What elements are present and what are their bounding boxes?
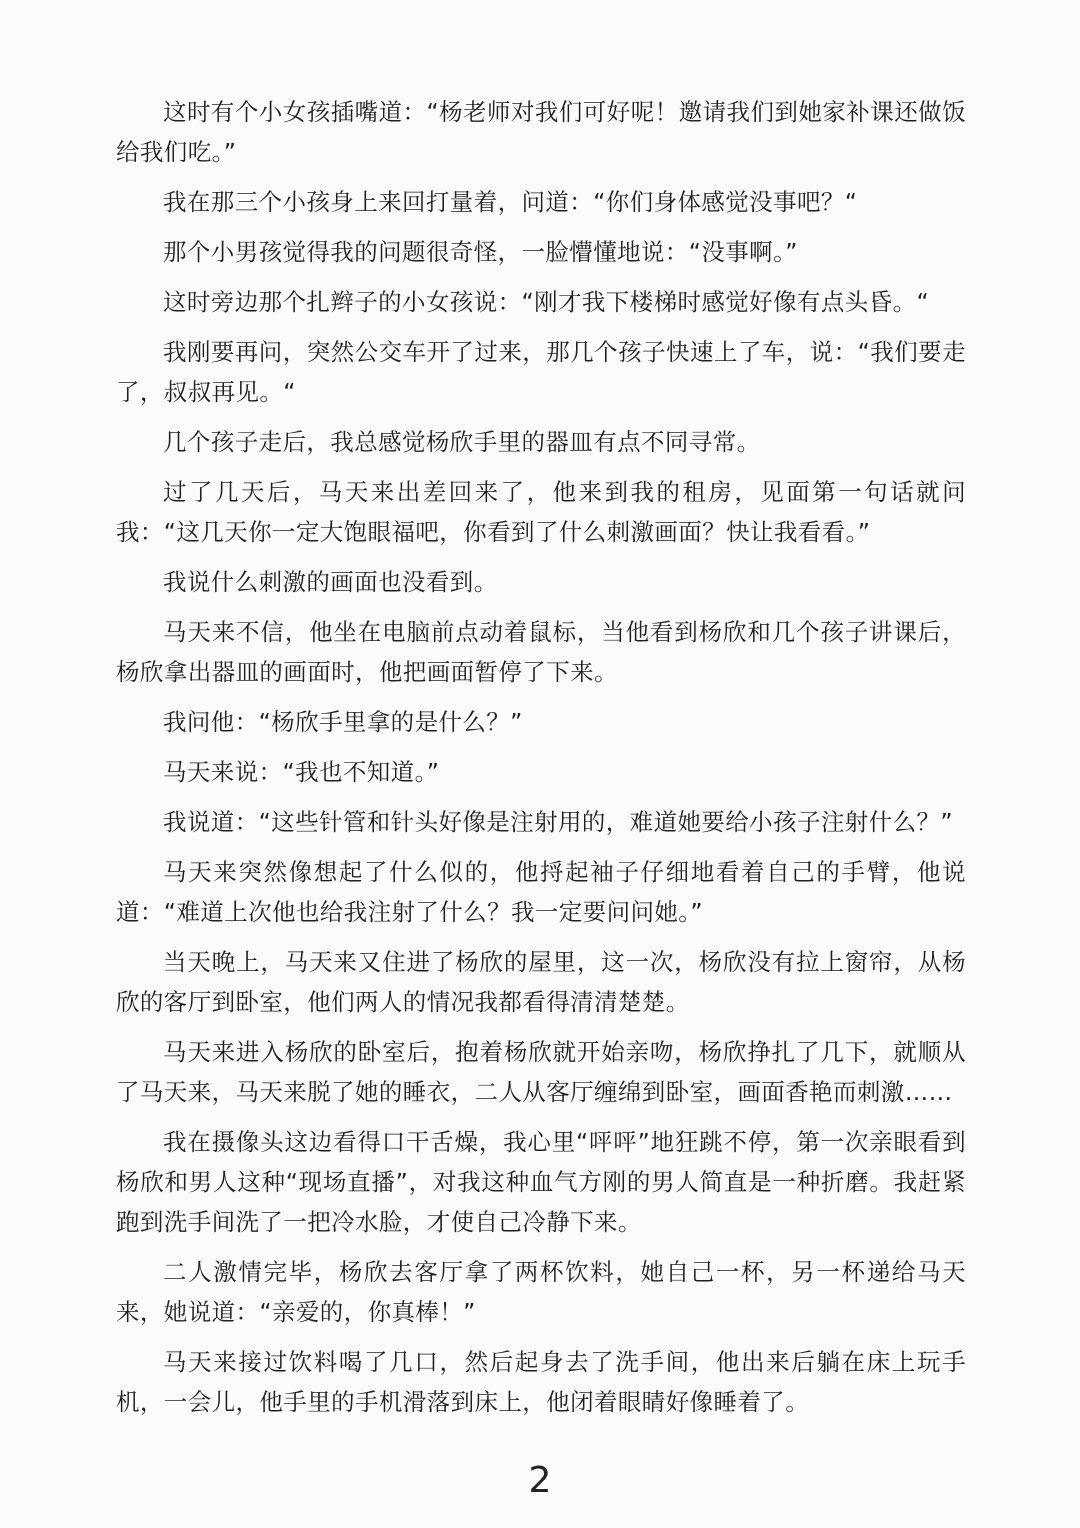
paragraph: 马天来进入杨欣的卧室后，抱着杨欣就开始亲吻，杨欣挣扎了几下，就顺从了马天来，马天来脱了她的睡衣，二人从客厅缠绵到卧室，画面香艳而刺激…… xyxy=(116,1038,966,1106)
paragraph: 我说道：“这些针管和针头好像是注射用的，难道她要给小孩子注射什么？” xyxy=(163,808,953,836)
paragraph: 几个孩子走后，我总感觉杨欣手里的器皿有点不同寻常。 xyxy=(163,428,761,456)
page-number: 2 xyxy=(528,1460,552,1501)
paragraph: 我说什么刺激的画面也没看到。 xyxy=(163,568,498,596)
paragraph: 马天来不信，他坐在电脑前点动着鼠标，当他看到杨欣和几个孩子讲课后，杨欣拿出器皿的画面时，他把画面暂停了下来。 xyxy=(116,618,966,686)
paragraph: 这时旁边那个扎辫子的小女孩说：“刚才我下楼梯时感觉好像有点头昏。“ xyxy=(163,288,930,316)
paragraph: 我问他：“杨欣手里拿的是什么？” xyxy=(163,708,523,736)
paragraph: 那个小男孩觉得我的问题很奇怪，一脸懵懂地说：“没事啊。” xyxy=(163,238,798,266)
paragraph: 这时有个小女孩插嘴道：“杨老师对我们可好呢！邀请我们到她家补课还做饭给我们吃。” xyxy=(116,98,966,166)
paragraph: 马天来说：“我也不知道。” xyxy=(163,758,440,786)
paragraph: 二人激情完毕，杨欣去客厅拿了两杯饮料，她自己一杯，另一杯递给马天来，她说道：“亲爱的，你真棒！” xyxy=(116,1258,966,1326)
paragraph: 马天来接过饮料喝了几口，然后起身去了洗手间，他出来后躺在床上玩手机，一会儿，他手里的手机滑落到床上，他闭着眼睛好像睡着了。 xyxy=(116,1348,966,1416)
paragraph: 当天晚上，马天来又住进了杨欣的屋里，这一次，杨欣没有拉上窗帘，从杨欣的客厅到卧室，他们两人的情况我都看得清清楚楚。 xyxy=(116,948,966,1016)
paragraph: 我在那三个小孩身上来回打量着，问道：“你们身体感觉没事吧？“ xyxy=(163,188,858,216)
paragraph: 我在摄像头这边看得口干舌燥，我心里“呯呯”地狂跳不停，第一次亲眼看到杨欣和男人这种“现场直播”，对我这种血气方刚的男人简直是一种折磨。我赶紧跑到洗手间洗了一把冷水脸，才使自己冷静下来。 xyxy=(116,1128,966,1236)
paragraph: 我刚要再问，突然公交车开了过来，那几个孩子快速上了车，说：“我们要走了，叔叔再见。“ xyxy=(116,338,966,406)
paragraph: 过了几天后，马天来出差回来了，他来到我的租房，见面第一句话就问我：“这几天你一定大饱眼福吧，你看到了什么刺激画面？快让我看看。” xyxy=(116,478,966,546)
paragraph: 马天来突然像想起了什么似的，他捋起袖子仔细地看着自己的手臂，他说道：“难道上次他也给我注射了什么？我一定要问问她。” xyxy=(116,858,966,926)
body-text xyxy=(116,92,966,1432)
